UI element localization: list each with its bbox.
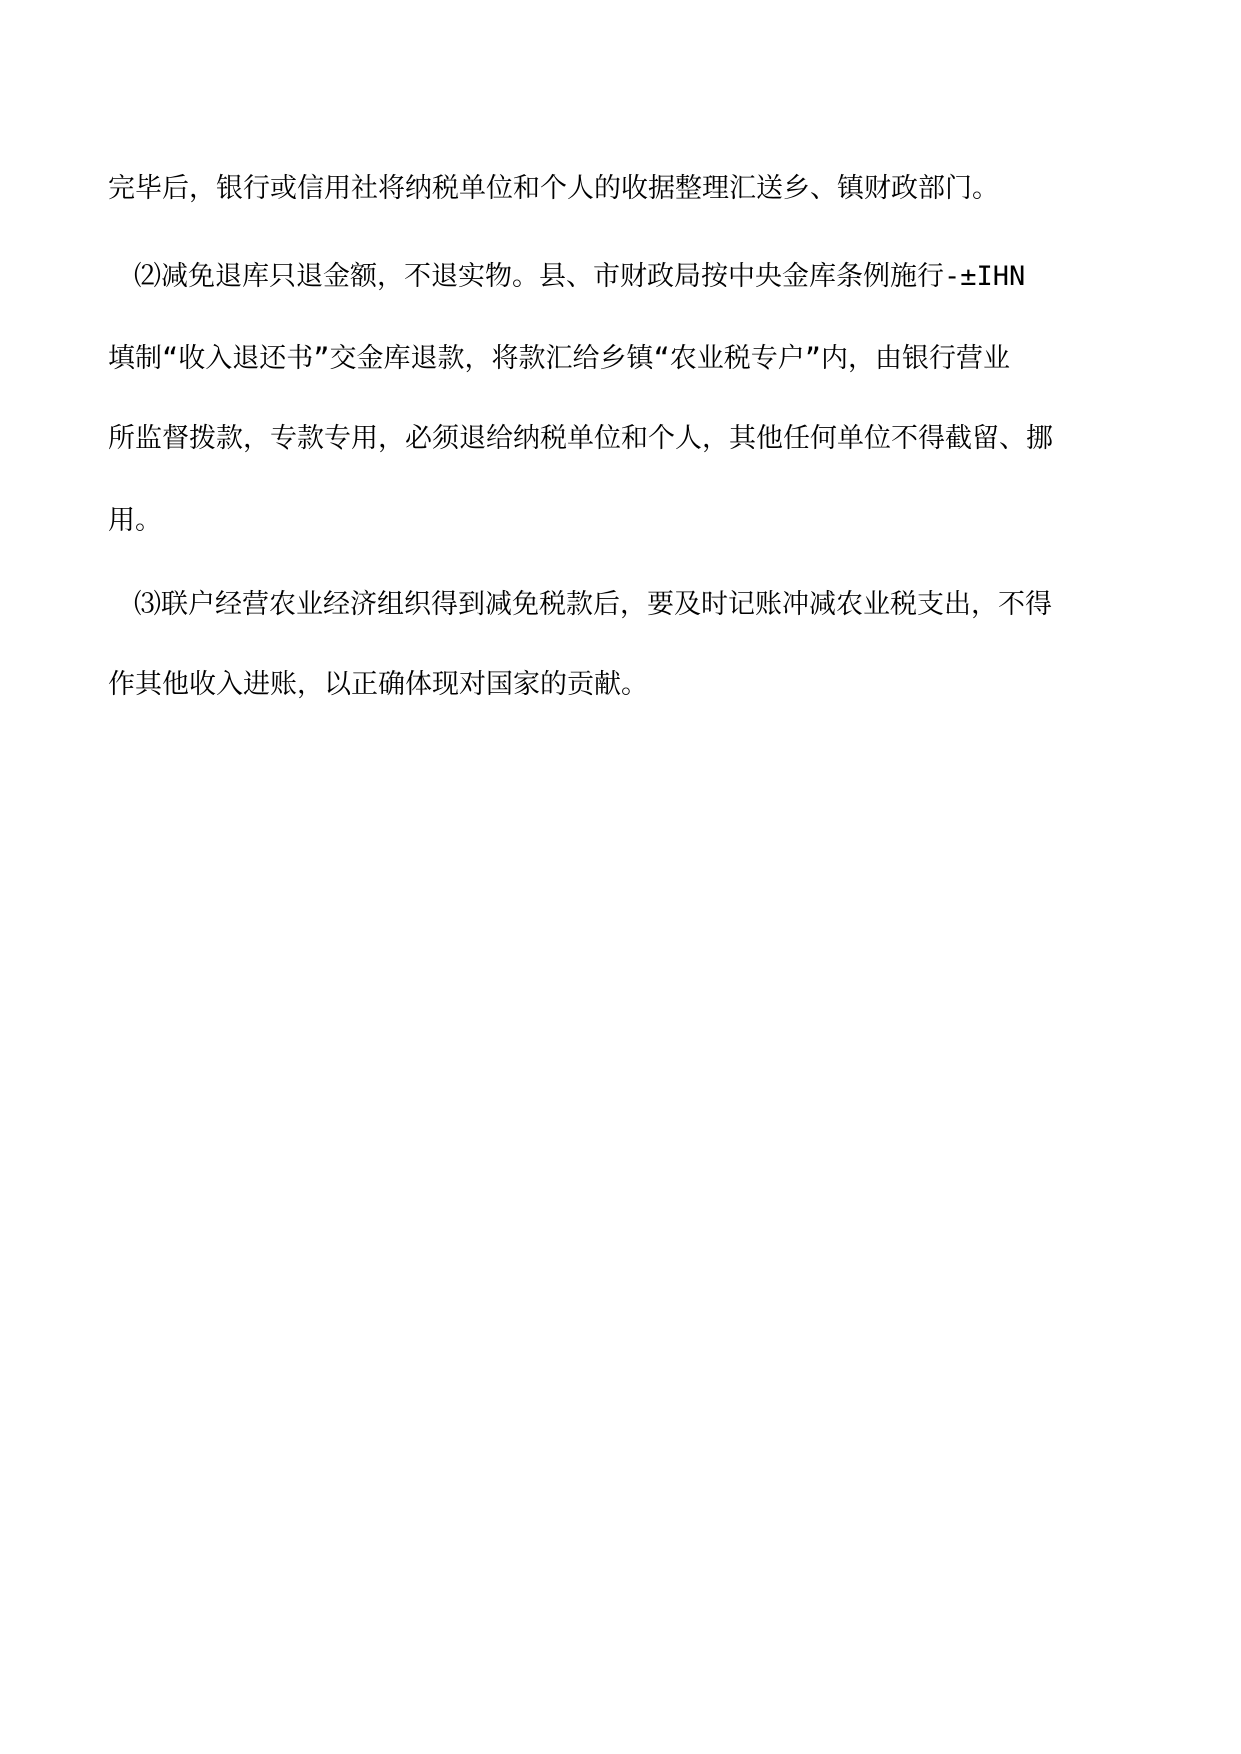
paragraph-line: 所监督拨款，专款专用，必须退给纳税单位和个人，其他任何单位不得截留、挪	[108, 423, 1053, 454]
paragraph-line: 填制“收入退还书”交金库退款，将款汇给乡镇“农业税专户”内，由银行营业	[108, 343, 1011, 374]
paragraph-line: ⑶联户经营农业经济组织得到减免税款后，要及时记账冲减农业税支出，不得	[134, 589, 1052, 620]
paragraph-line: 用。	[108, 505, 162, 536]
paragraph-line: ⑵减免退库只退金额，不退实物。县、市财政局按中央金库条例施行-±IHN	[134, 261, 1026, 292]
paragraph-line: 作其他收入进账，以正确体现对国家的贡献。	[108, 669, 648, 700]
paragraph-line: 完毕后，银行或信用社将纳税单位和个人的收据整理汇送乡、镇财政部门。	[108, 173, 999, 204]
